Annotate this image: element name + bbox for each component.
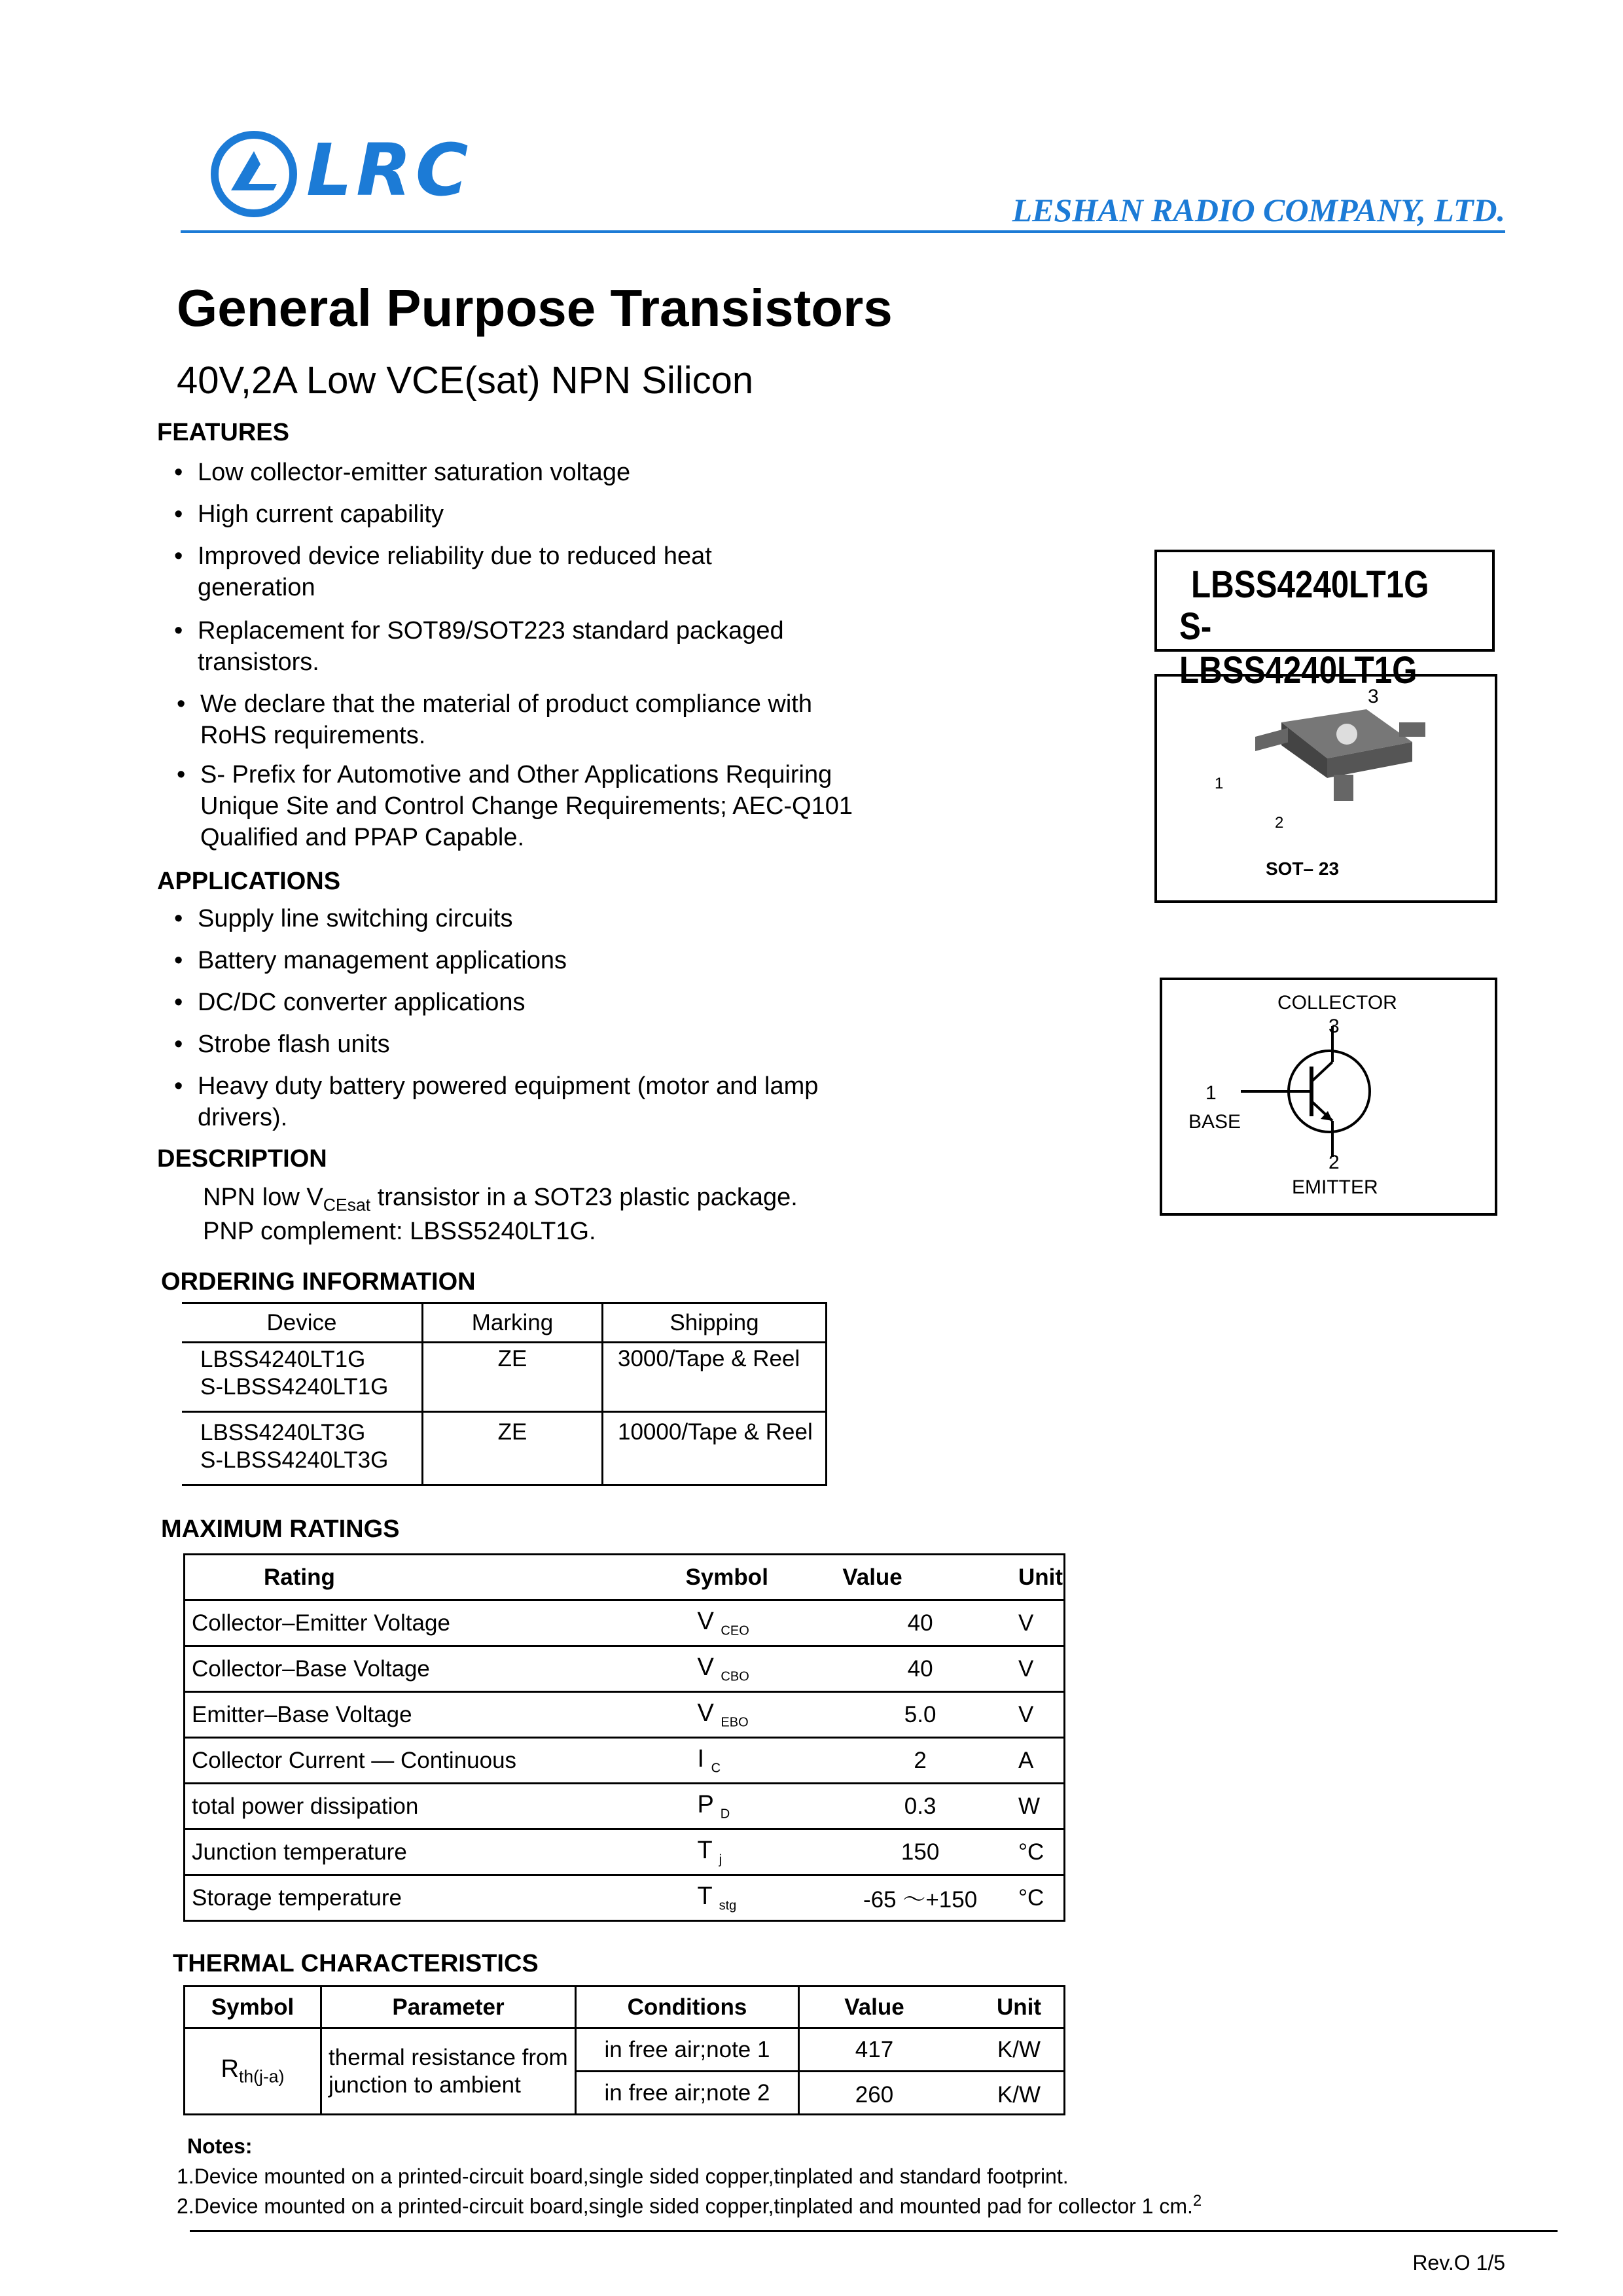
ratings-header: Rating [264, 1564, 335, 1590]
feature-item: • S- Prefix for Automotive and Other Applications Requiring Unique Site and Control Change Requirements; AEC-Q101 Qualified and PPAP Capable. [200, 759, 853, 853]
description-heading: DESCRIPTION [157, 1145, 327, 1173]
part-number: S-LBSS4240LT1G [1179, 605, 1418, 692]
ratings-header: Unit [1018, 1564, 1063, 1590]
rating-unit: V [1018, 1701, 1034, 1727]
ordering-header: Device [182, 1303, 423, 1343]
ratings-header: Value [842, 1564, 902, 1590]
notes-heading: Notes: [187, 2134, 253, 2158]
description-text: NPN low V [203, 1184, 323, 1211]
thermal-heading: THERMAL CHARACTERISTICS [173, 1950, 539, 1977]
ordering-marking: ZE [423, 1412, 603, 1485]
rating-unit: V [1018, 1610, 1034, 1636]
note-text: 2.Device mounted on a printed-circuit board,single sided copper,tinplated and mounted pad for collector 1 cm. [177, 2194, 1193, 2218]
thermal-header: Conditions [576, 1987, 799, 2028]
table-row [185, 1738, 1065, 1784]
schematic-box [1160, 978, 1497, 1216]
rating-symbol [678, 1784, 817, 1829]
collector-pin: 3 [1329, 1016, 1340, 1037]
rating-symbol-text: V [697, 1607, 714, 1635]
thermal-parameter: thermal resistance from junction to ambient [321, 2028, 576, 2115]
rating-unit: V [1018, 1655, 1034, 1682]
max-ratings-heading: MAXIMUM RATINGS [161, 1515, 400, 1543]
table-row [185, 1646, 1065, 1692]
package-pin-1: 1 [1215, 775, 1224, 792]
application-item: • Supply line switching circuits [198, 903, 513, 934]
emitter-pin: 2 [1329, 1152, 1340, 1173]
page-title: General Purpose Transistors [177, 279, 893, 337]
emitter-label: EMITTER [1292, 1176, 1378, 1198]
feature-item: • Improved device reliability due to reduced heat generation [198, 540, 712, 603]
rating-symbol-sub: EBO [721, 1715, 749, 1730]
application-item: • DC/DC converter applications [198, 987, 526, 1018]
package-box [1154, 674, 1497, 903]
max-ratings-table [183, 1553, 1065, 1922]
logo [208, 128, 483, 220]
rating-name: total power dissipation [192, 1793, 419, 1819]
table-row [185, 1829, 1065, 1875]
ordering-table [182, 1302, 827, 1486]
table-row [185, 1875, 1065, 1921]
table-row [185, 1692, 1065, 1738]
rating-value: 150 [901, 1839, 940, 1865]
rating-name: Collector Current — Continuous [192, 1747, 517, 1773]
thermal-symbol-text: R [221, 2055, 239, 2083]
rating-symbol-text: V [697, 1699, 714, 1727]
rating-name: Junction temperature [192, 1839, 407, 1865]
rating-value: 5.0 [904, 1701, 936, 1727]
thermal-symbol-sub: th(j-a) [239, 2066, 285, 2087]
rating-unit: A [1018, 1747, 1034, 1773]
ratings-body [185, 1600, 1065, 1921]
part-number: LBSS4240LT1G [1191, 563, 1429, 606]
rating-name: Emitter–Base Voltage [192, 1701, 412, 1727]
table-row [185, 1784, 1065, 1829]
note-item [177, 2192, 1202, 2219]
ordering-device: LBSS4240LT3G S-LBSS4240LT3G [182, 1412, 423, 1485]
rating-name: Collector–Emitter Voltage [192, 1610, 450, 1636]
application-item: • Battery management applications [198, 945, 567, 976]
table-row [185, 1600, 1065, 1646]
rating-symbol-sub: C [711, 1761, 721, 1776]
thermal-value: 260 [855, 2082, 894, 2108]
company-name: LESHAN RADIO COMPANY, LTD. [1012, 192, 1505, 228]
thermal-unit: K/W [997, 2036, 1041, 2062]
note-item: 1.Device mounted on a printed-circuit board,single sided copper,tinplated and standard footprint. [177, 2164, 1069, 2188]
rating-value: 0.3 [904, 1793, 936, 1819]
sot23-package-icon [1236, 696, 1432, 814]
rating-symbol-sub: D [720, 1807, 730, 1822]
rating-symbol [678, 1738, 817, 1784]
base-pin: 1 [1205, 1082, 1217, 1104]
rating-unit: °C [1018, 1839, 1044, 1865]
thermal-symbol [185, 2028, 321, 2115]
thermal-header: Value [844, 1994, 904, 2020]
thermal-value: 417 [855, 2036, 894, 2062]
rating-symbol [678, 1646, 817, 1692]
features-heading: FEATURES [157, 419, 289, 446]
rating-symbol-text: T [697, 1836, 713, 1864]
description-text: transistor in a SOT23 plastic package. [370, 1184, 798, 1211]
rating-symbol-text: P [697, 1790, 714, 1818]
thermal-header: Parameter [321, 1987, 576, 2028]
feature-item: • We declare that the material of product compliance with RoHS requirements. [200, 688, 812, 751]
ordering-shipping: 3000/Tape & Reel [603, 1343, 827, 1412]
rating-symbol-text: I [697, 1744, 705, 1773]
base-label: BASE [1188, 1111, 1241, 1133]
applications-heading: APPLICATIONS [157, 868, 341, 895]
thermal-condition: in free air;note 1 [576, 2028, 799, 2072]
rating-symbol [678, 1692, 817, 1738]
footer-rule [190, 2230, 1558, 2232]
table-row [182, 1343, 827, 1412]
package-pin-3: 3 [1368, 686, 1379, 707]
rating-unit: W [1018, 1793, 1040, 1819]
table-row [182, 1412, 827, 1485]
feature-item: • Replacement for SOT89/SOT223 standard packaged transistors. [198, 615, 784, 678]
part-number-box [1154, 550, 1495, 692]
description-subscript: CEsat [323, 1195, 371, 1215]
description-line-1 [203, 1182, 798, 1221]
table-row [185, 2028, 1065, 2072]
ratings-header: Symbol [685, 1564, 768, 1590]
revision: Rev.O 1/5 [1412, 2251, 1505, 2274]
rating-symbol-text: V [697, 1653, 714, 1681]
rating-symbol [678, 1829, 817, 1875]
thermal-condition: in free air;note 2 [576, 2072, 799, 2115]
rating-value: 40 [907, 1655, 933, 1682]
feature-item: • Low collector-emitter saturation voltage [198, 457, 630, 488]
rating-value: 2 [914, 1747, 927, 1773]
rating-name: Storage temperature [192, 1884, 402, 1911]
package-pin-2: 2 [1275, 814, 1284, 832]
rating-symbol-sub: j [719, 1852, 722, 1867]
rating-value: 40 [907, 1610, 933, 1636]
collector-label: COLLECTOR [1277, 992, 1397, 1014]
rating-symbol [678, 1875, 817, 1921]
page-subtitle: 40V,2A Low VCE(sat) NPN Silicon [177, 359, 754, 402]
thermal-header: Unit [996, 1994, 1042, 2020]
thermal-header: Symbol [185, 1987, 321, 2028]
header-rule [181, 230, 1505, 233]
note-superscript: 2 [1192, 2192, 1202, 2210]
package-name: SOT– 23 [1266, 858, 1340, 879]
ordering-header: Marking [423, 1303, 603, 1343]
rating-unit: °C [1018, 1884, 1044, 1911]
lrc-logo-icon [208, 128, 300, 220]
ordering-heading: ORDERING INFORMATION [161, 1268, 476, 1296]
rating-symbol-sub: CEO [721, 1623, 749, 1638]
thermal-table [183, 1985, 1065, 2115]
description-line-2: PNP complement: LBSS5240LT1G. [203, 1218, 596, 1245]
feature-item: • High current capability [198, 499, 444, 530]
ordering-shipping: 10000/Tape & Reel [603, 1412, 827, 1485]
ordering-device: LBSS4240LT1G S-LBSS4240LT1G [182, 1343, 423, 1412]
rating-symbol-sub: stg [719, 1898, 737, 1913]
rating-symbol-text: T [697, 1882, 713, 1910]
rating-symbol-sub: CBO [721, 1669, 749, 1684]
rating-symbol [678, 1600, 817, 1646]
rating-name: Collector–Base Voltage [192, 1655, 430, 1682]
application-item: • Heavy duty battery powered equipment (motor and lamp drivers). [198, 1070, 818, 1133]
ordering-marking: ZE [423, 1343, 603, 1412]
ordering-header: Shipping [603, 1303, 827, 1343]
rating-value: -65 ～+150 [863, 1886, 978, 1913]
npn-transistor-icon [1241, 1026, 1398, 1157]
application-item: • Strobe flash units [198, 1029, 390, 1060]
logo-text: LRC [306, 128, 473, 212]
thermal-unit: K/W [997, 2082, 1041, 2108]
